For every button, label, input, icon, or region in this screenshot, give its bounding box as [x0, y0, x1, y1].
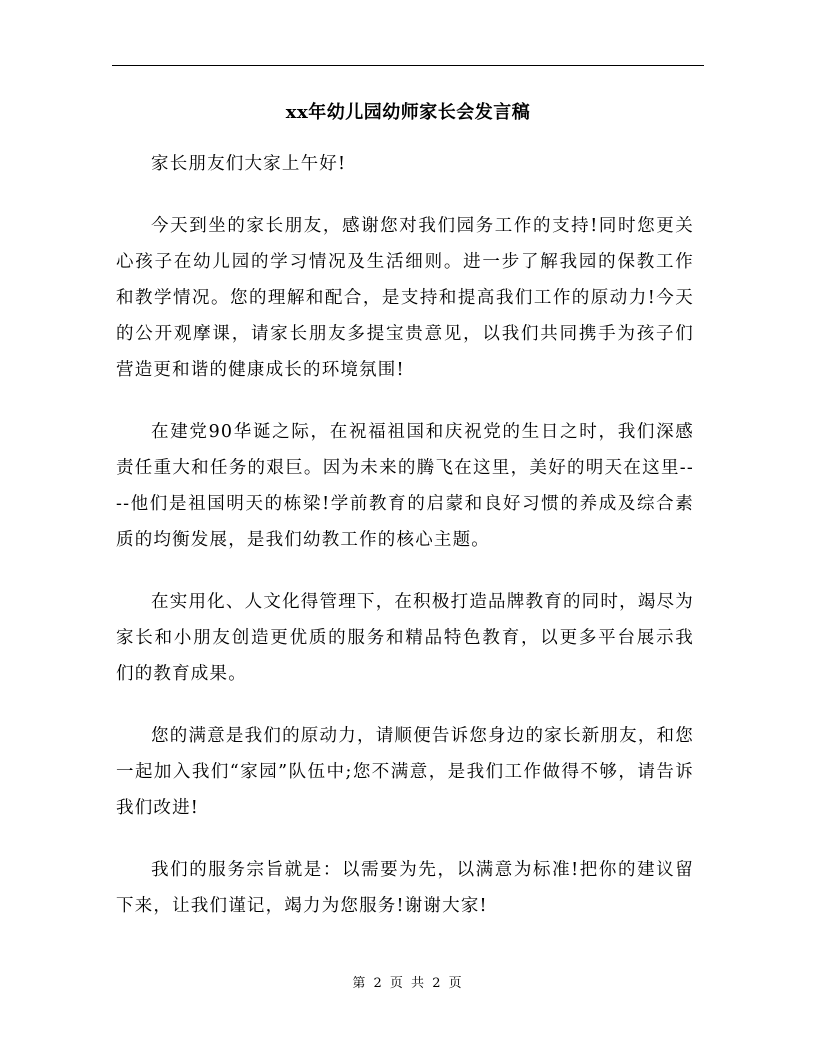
paragraph: 今天到坐的家长朋友，感谢您对我们园务工作的支持!同时您更关心孩子在幼儿园的学习情况及生活细则。进一步了解我园的保教工作和教学情况。您的理解和配合，是支持和提高我们工作的原动力!今天的公开观摩课，请家长朋友多提宝贵意见，以我们共同携手为孩子们营造更和谐的健康成长的环境氛围! — [116, 216, 694, 380]
paragraph-greeting: 家长朋友们大家上午好! — [151, 154, 347, 174]
page-number-footer: 第 2 页 共 2 页 — [352, 976, 464, 991]
paragraph: 在建党90华诞之际，在祝福祖国和庆祝党的生日之时，我们深感责任重大和任务的艰巨。因为未来的腾飞在这里，美好的明天在这里----他们是祖国明天的栋梁!学前教育的启蒙和良好习惯的养成及综合素质的均衡发展，是我们幼教工作的核心主题。 — [116, 422, 694, 550]
paragraph-closing: 我们的服务宗旨就是：以需要为先，以满意为标准!把你的建议留下来，让我们谨记，竭力为您服务!谢谢大家! — [116, 860, 694, 916]
paragraph: 您的满意是我们的原动力，请顺便告诉您身边的家长新朋友，和您一起加入我们“家园”队伍中;您不满意，是我们工作做得不够，请告诉我们改进! — [116, 726, 694, 818]
header-rule — [112, 65, 704, 66]
paragraph: 在实用化、人文化得管理下，在积极打造品牌教育的同时，竭尽为家长和小朋友创造更优质的服务和精品特色教育，以更多平台展示我们的教育成果。 — [116, 592, 694, 684]
document-title: xx年幼儿园幼师家长会发言稿 — [285, 102, 531, 123]
document-body — [116, 146, 694, 950]
